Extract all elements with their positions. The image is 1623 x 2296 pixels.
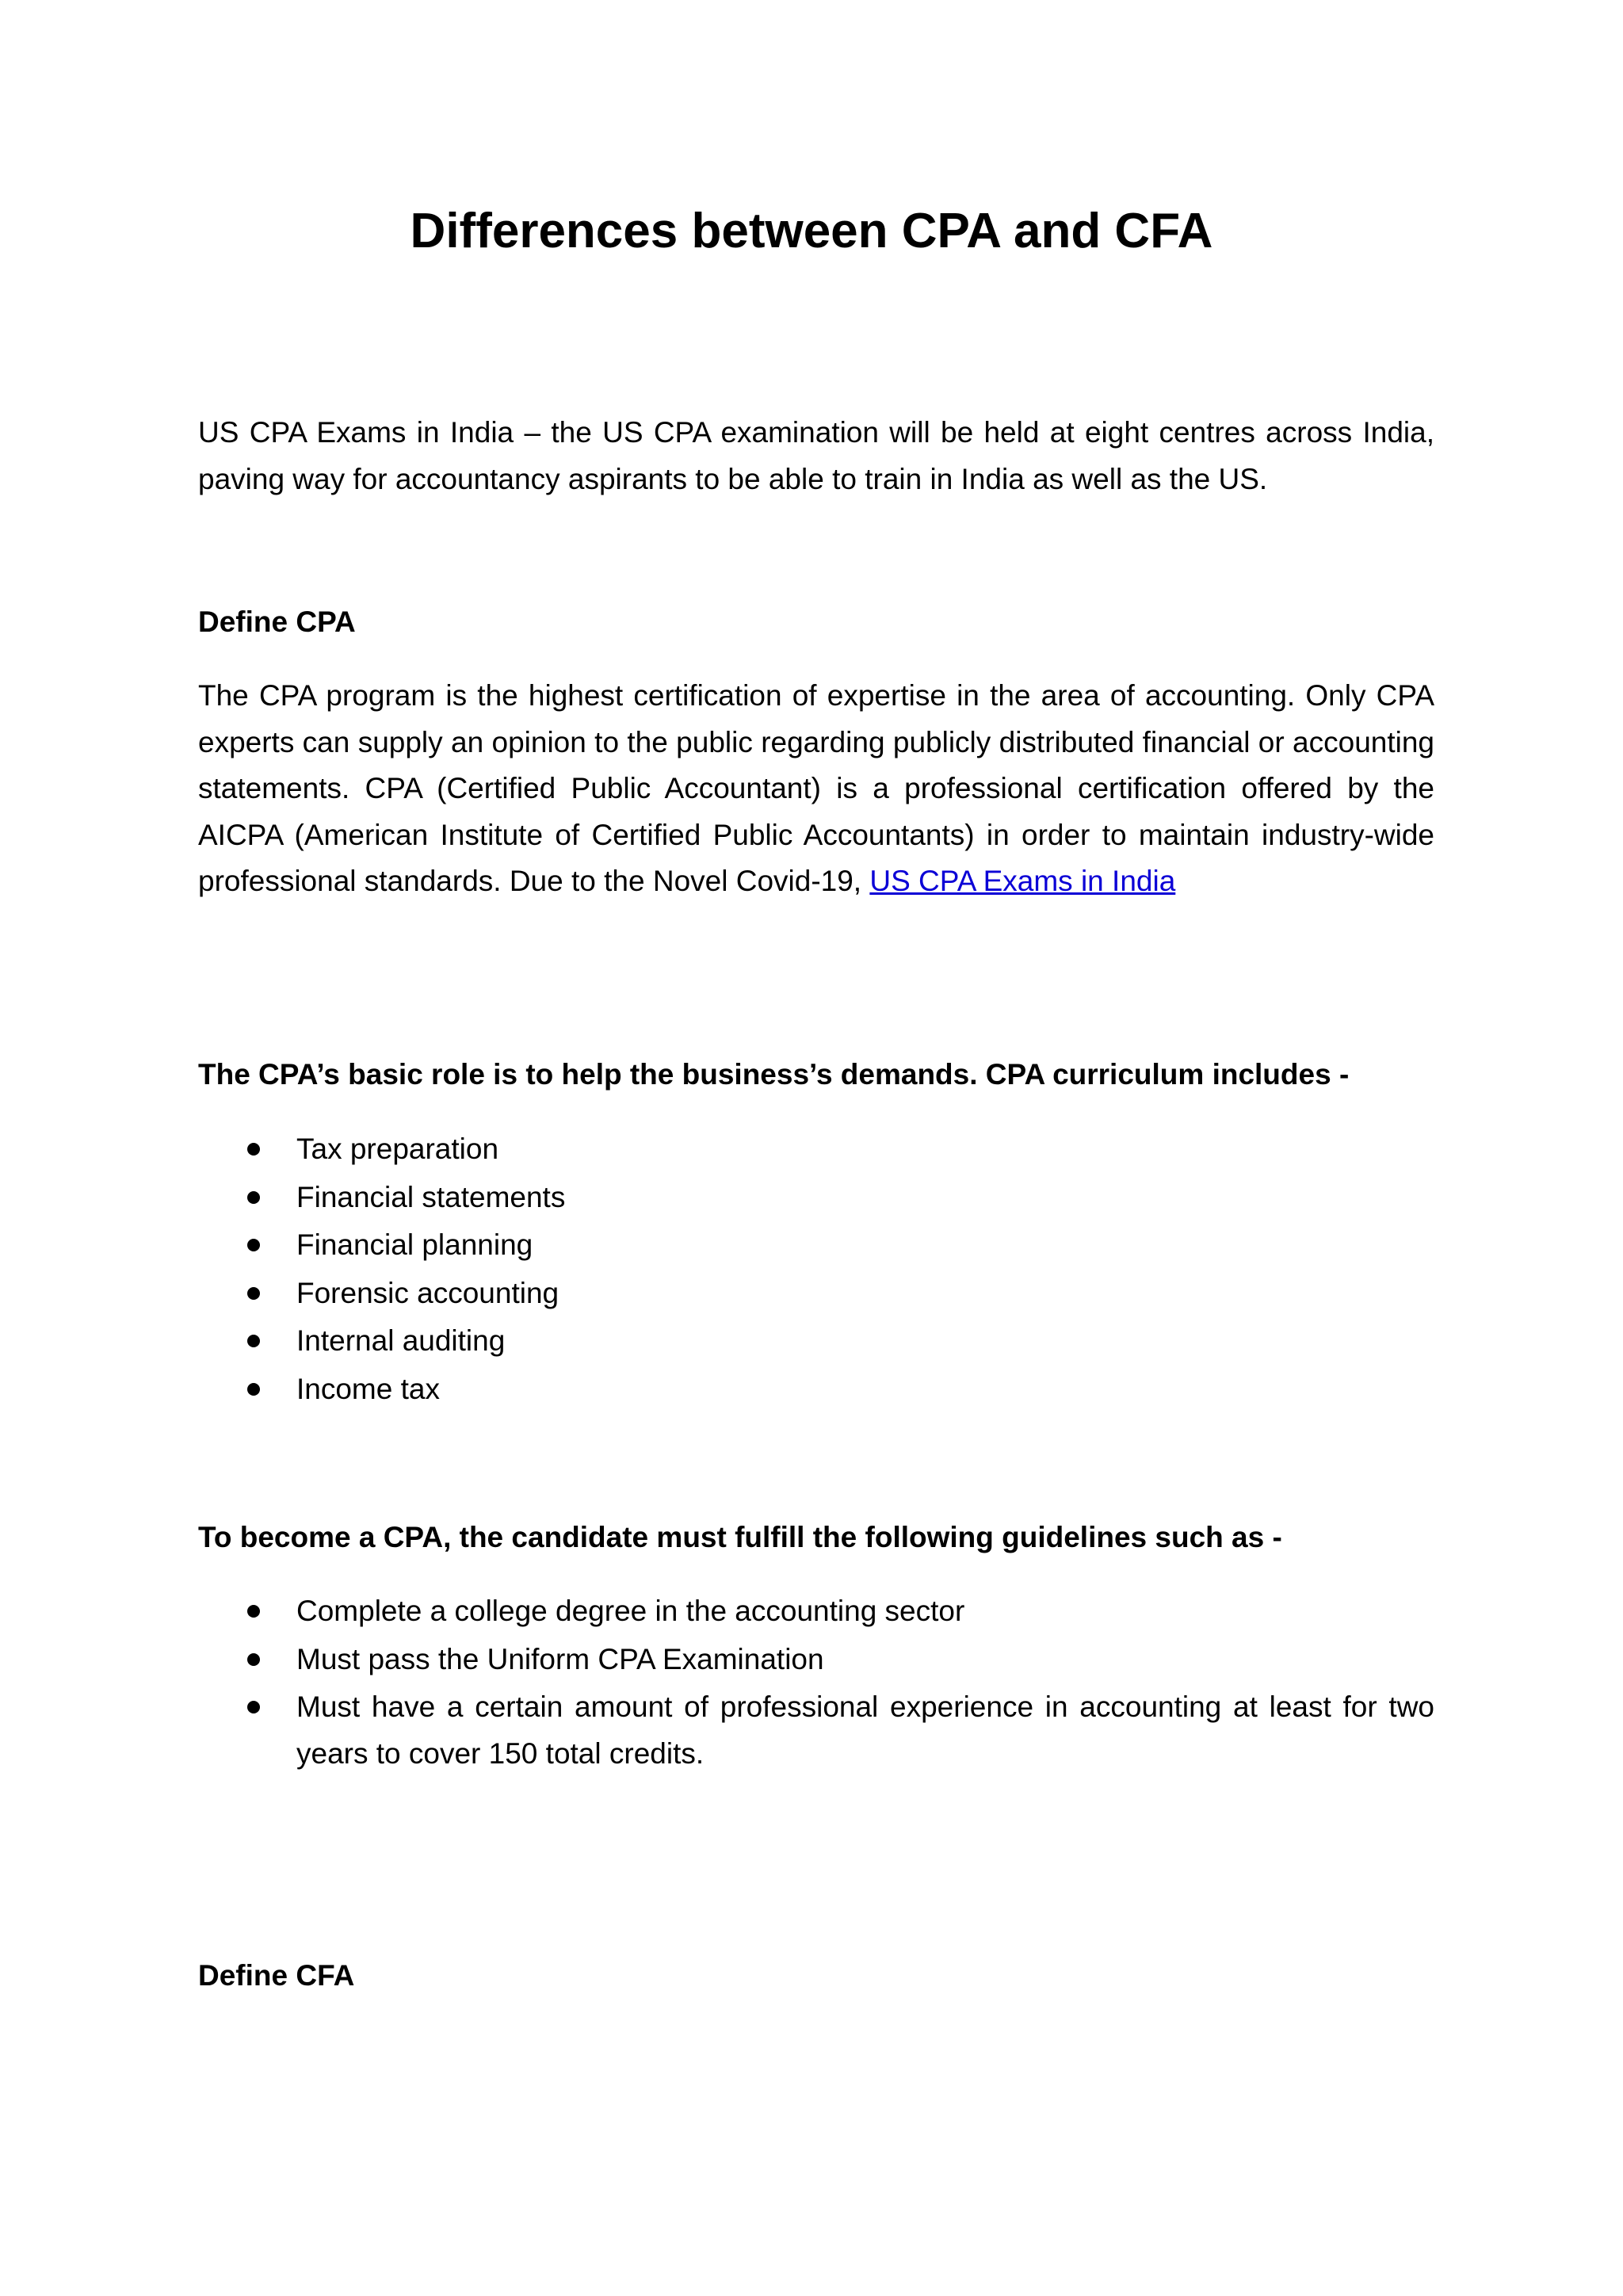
define-cpa-heading: Define CPA xyxy=(198,606,356,638)
bullet-icon xyxy=(247,1653,260,1666)
list-item xyxy=(198,1125,1434,1174)
bullet-icon xyxy=(247,1383,260,1396)
bullet-icon xyxy=(247,1239,260,1251)
list-item-text: Complete a college degree in the accounting sector xyxy=(296,1595,965,1627)
list-item-text: Must have a certain amount of professional experience in accounting at least for two years to cover 150 total credits. xyxy=(296,1690,1434,1770)
bullet-icon xyxy=(247,1701,260,1713)
bullet-icon xyxy=(247,1143,260,1156)
list-item xyxy=(198,1174,1434,1222)
intro-paragraph: US CPA Exams in India – the US CPA examination will be held at eight centres across India, paving way for accountancy aspirants to be able to train in India as well as the US. xyxy=(198,416,1434,495)
list-item xyxy=(198,1270,1434,1318)
list-item-text: Income tax xyxy=(296,1372,440,1405)
cpa-requirements-list xyxy=(198,1588,1434,1777)
list-item-text: Forensic accounting xyxy=(296,1276,559,1309)
list-item xyxy=(198,1221,1434,1270)
define-cpa-paragraph xyxy=(198,673,1434,905)
bullet-icon xyxy=(247,1191,260,1204)
list-item-text: Financial planning xyxy=(296,1228,533,1261)
us-cpa-exams-link[interactable]: US CPA Exams in India xyxy=(869,865,1176,897)
list-item xyxy=(198,1317,1434,1366)
list-item-text: Tax preparation xyxy=(296,1133,499,1165)
cpa-role-heading: The CPA’s basic role is to help the business’s demands. CPA curriculum includes - xyxy=(198,1058,1350,1091)
bullet-icon xyxy=(247,1335,260,1347)
list-item-text: Internal auditing xyxy=(296,1324,506,1357)
cpa-curriculum-list xyxy=(198,1125,1434,1413)
list-item-text: Financial statements xyxy=(296,1180,566,1213)
define-cfa-heading: Define CFA xyxy=(198,1959,355,1992)
list-item xyxy=(198,1588,1434,1635)
become-cpa-heading: To become a CPA, the candidate must fulfill the following guidelines such as - xyxy=(198,1521,1282,1553)
list-item-text: Must pass the Uniform CPA Examination xyxy=(296,1642,824,1675)
bullet-icon xyxy=(247,1605,260,1618)
define-cpa-text: The CPA program is the highest certification of expertise in the area of accounting. Only CPA experts can supply an opinion to the public regarding publicly distributed financial or accounting statements. CPA (Certified Public Accountant) is a professional certification offered by the AICPA (American Institute of Certified Public Accountants) in order to maintain industry-wide professional standards. Due to the Novel Covid-19, xyxy=(198,679,1434,897)
list-item xyxy=(198,1684,1434,1777)
list-item xyxy=(198,1366,1434,1414)
page-title: Differences between CPA and CFA xyxy=(410,204,1213,258)
list-item xyxy=(198,1637,1434,1683)
bullet-icon xyxy=(247,1287,260,1300)
